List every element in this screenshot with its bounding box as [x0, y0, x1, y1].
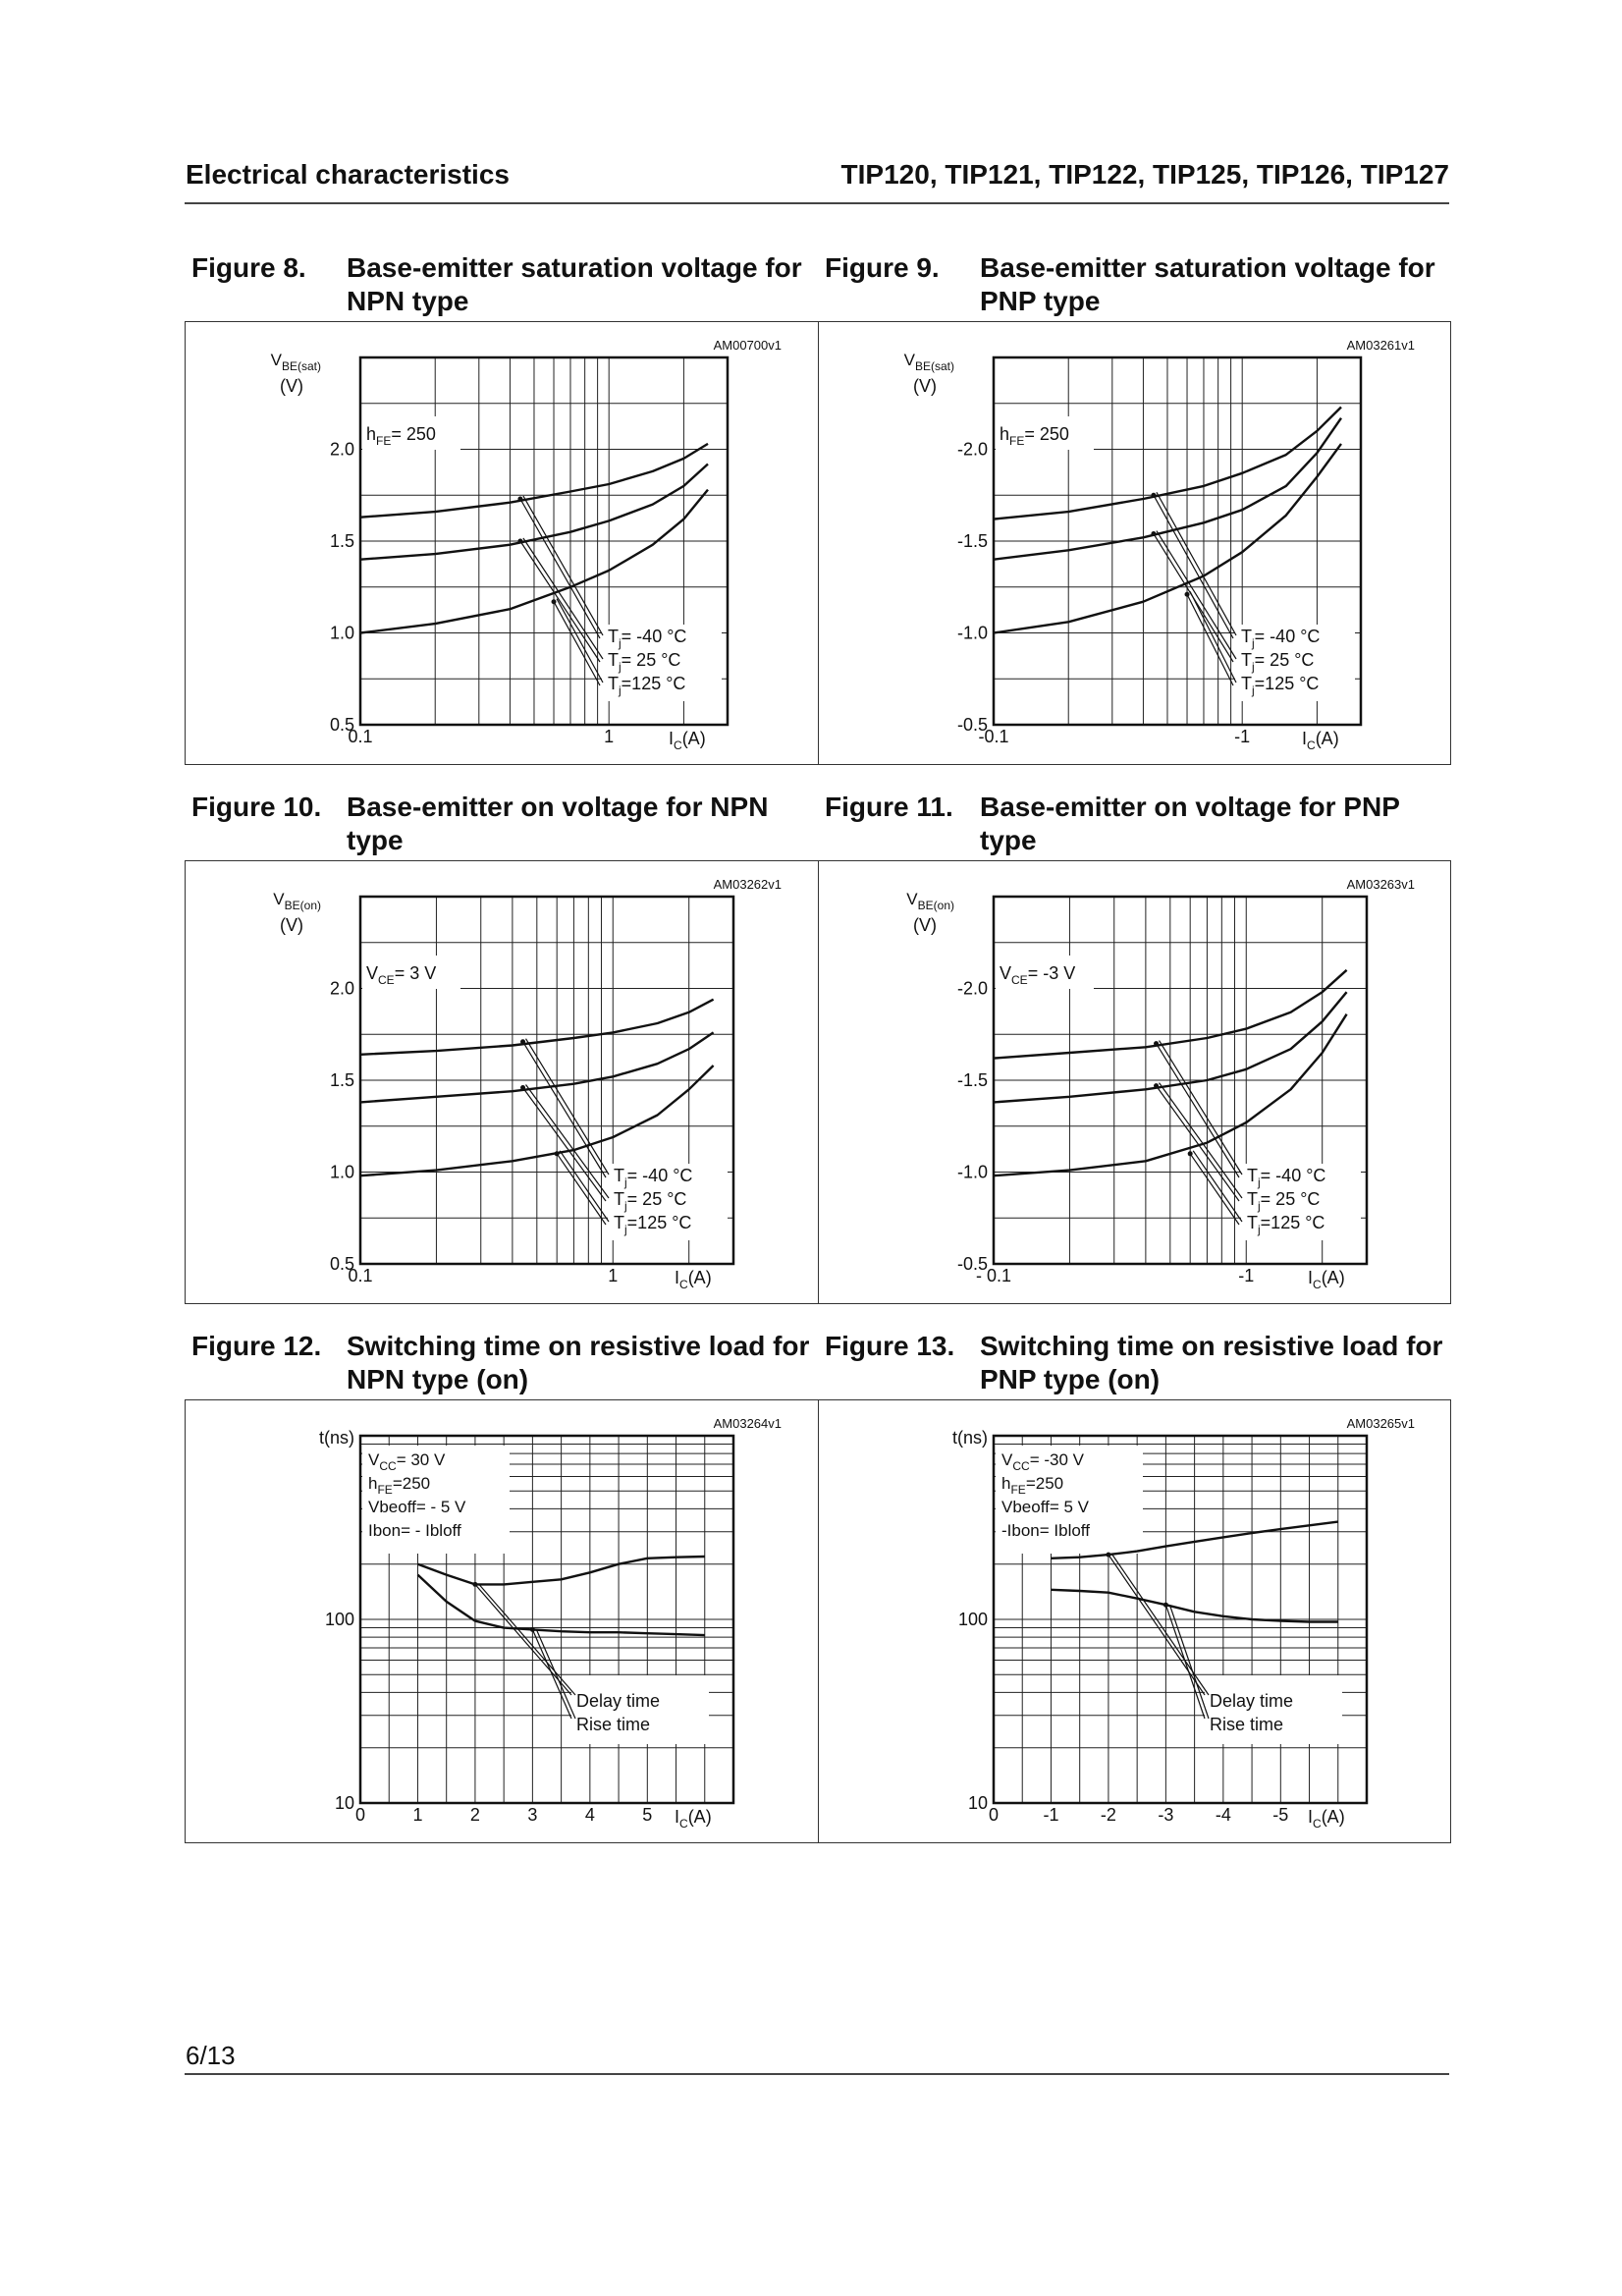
leader-arrowhead [555, 1151, 560, 1156]
y-axis-unit: (V) [913, 915, 937, 935]
legend-label: Delay time [576, 1691, 661, 1711]
figure-number: Figure 11. [825, 792, 953, 822]
chart-figure-11 [819, 861, 1452, 1305]
figure-title: Switching time on resistive load for PNP type (on) [980, 1331, 1443, 1394]
y-tick-label: 2.0 [329, 978, 354, 999]
y-axis-label: $V_{BE(on)}$ [273, 890, 321, 912]
legend-label: $T_j= -40$ °C [614, 1166, 693, 1189]
y-axis-unit: (V) [280, 376, 303, 396]
param-label: $h_{FE}= 250$ [366, 424, 436, 448]
condition-label: $V_{CC}= -30$ V [1001, 1450, 1084, 1473]
figure-number: Figure 9. [825, 252, 940, 283]
legend-label: $T_j=125$ °C [614, 1213, 692, 1236]
legend-label: $T_j= 25$ °C [1247, 1189, 1321, 1213]
y-tick-label: 0.5 [329, 1254, 354, 1274]
y-tick-label: 1.0 [329, 1162, 354, 1182]
leader-line [1169, 1605, 1209, 1719]
figure-frame [185, 860, 819, 1304]
x-tick-label: - 0.1 [975, 1266, 1012, 1285]
figure-caption [191, 1330, 820, 1398]
x-tick-label: 5 [642, 1805, 653, 1825]
y-tick-label: -1.5 [956, 531, 988, 551]
y-tick-label: 2.0 [329, 439, 354, 460]
footer-rule [185, 2073, 1449, 2075]
y-axis-unit: (V) [280, 915, 303, 935]
y-tick-label: -0.5 [956, 1254, 988, 1274]
legend-label: $T_j= 25$ °C [1241, 650, 1315, 674]
legend-label: $T_j= -40$ °C [608, 627, 687, 650]
chart-id: AM03262v1 [713, 877, 782, 892]
leader-arrowhead [552, 599, 557, 604]
figure-title: Base-emitter saturation voltage for NPN type [347, 252, 802, 316]
chart-figure-10 [186, 861, 820, 1305]
figure-frame [818, 1399, 1451, 1843]
leader-line [523, 496, 603, 635]
leader-line [557, 599, 603, 683]
leader-line [536, 1629, 575, 1719]
figure-number: Figure 10. [191, 792, 322, 822]
figure-frame [818, 321, 1451, 765]
leader-line [532, 1629, 571, 1719]
y-tick-label: 1.0 [329, 623, 354, 643]
legend-label: $T_j=125$ °C [608, 674, 686, 697]
condition-label: $V_{CC}= 30$ V [368, 1450, 446, 1473]
x-axis-label: $I_C(A)$ [1308, 1268, 1345, 1291]
x-tick-label: 1 [608, 1266, 619, 1285]
legend-label: Rise time [576, 1715, 651, 1734]
chart-id: AM00700v1 [713, 338, 782, 353]
leader-line [523, 538, 603, 659]
y-axis-label: $V_{BE(on)}$ [906, 890, 954, 912]
leader-arrowhead [1154, 1041, 1159, 1046]
leader-line [1165, 1605, 1205, 1719]
condition-label: $h_{FE}=250$ [368, 1474, 431, 1497]
leader-arrowhead [520, 1085, 525, 1090]
figure-number: Figure 8. [191, 252, 306, 283]
leader-arrowhead [517, 539, 522, 544]
x-axis-label: $I_C(A)$ [1302, 729, 1339, 752]
legend-label: $T_j= -40$ °C [1241, 627, 1321, 650]
leader-line [526, 1039, 609, 1175]
y-tick-label: 1.5 [329, 531, 354, 551]
condition-label: Vbeoff= - 5 V [368, 1498, 466, 1516]
x-tick-label: 0.1 [348, 1266, 373, 1285]
leader-arrowhead [1185, 592, 1190, 597]
x-axis-label: $I_C(A)$ [669, 729, 706, 752]
figure-caption [825, 791, 1453, 859]
leader-line [520, 499, 600, 638]
leader-arrowhead [1163, 1603, 1168, 1608]
chart-figure-8 [186, 322, 820, 766]
leader-line [1108, 1555, 1205, 1695]
x-tick-label: 3 [527, 1805, 538, 1825]
param-label: $V_{CE}= -3$ V [1000, 963, 1076, 987]
leader-line [1190, 1154, 1239, 1225]
figure-frame [185, 321, 819, 765]
condition-label: -Ibon= Ibloff [1001, 1521, 1090, 1540]
chart-id: AM03261v1 [1346, 338, 1415, 353]
figure-caption [191, 791, 820, 859]
y-tick-label: 10 [967, 1793, 988, 1813]
figure-caption [825, 251, 1453, 320]
section-title: Electrical characteristics [186, 159, 510, 190]
x-axis-label: $I_C(A)$ [675, 1807, 712, 1831]
chart-figure-9 [819, 322, 1452, 766]
y-tick-label: 1.5 [329, 1070, 354, 1090]
legend-label: Delay time [1210, 1691, 1294, 1711]
x-tick-label: 0 [988, 1805, 1000, 1825]
y-tick-label: 0.5 [329, 715, 354, 735]
x-axis-label: $I_C(A)$ [1308, 1807, 1345, 1831]
x-tick-label: 4 [584, 1805, 595, 1825]
leader-line [475, 1584, 571, 1695]
figure-number: Figure 13. [825, 1331, 955, 1361]
leader-arrowhead [530, 1627, 535, 1632]
x-tick-label: -1 [1043, 1805, 1059, 1825]
condition-label: Ibon= - Ibloff [368, 1521, 461, 1540]
x-tick-label: -5 [1272, 1805, 1289, 1825]
x-tick-label: -3 [1158, 1805, 1174, 1825]
legend-label: $T_j= 25$ °C [608, 650, 681, 674]
figure-number: Figure 12. [191, 1331, 322, 1361]
y-tick-label: 10 [334, 1793, 354, 1813]
figure-title: Base-emitter saturation voltage for PNP type [980, 252, 1435, 316]
x-tick-label: 1 [604, 727, 615, 746]
x-tick-label: -1 [1238, 1266, 1255, 1285]
condition-label: Vbeoff= 5 V [1001, 1498, 1090, 1516]
leader-line [1160, 1083, 1242, 1198]
y-axis-label: t(ns) [952, 1428, 988, 1448]
leader-line [1187, 594, 1233, 685]
legend-label: $T_j=125$ °C [1247, 1213, 1325, 1236]
figure-title: Base-emitter on voltage for NPN type [347, 792, 769, 855]
y-tick-label: -1.0 [956, 1162, 988, 1182]
x-tick-label: 0.1 [348, 727, 373, 746]
x-tick-label: -1 [1234, 727, 1251, 746]
figure-caption [191, 251, 820, 320]
y-tick-label: -2.0 [956, 978, 988, 999]
x-tick-label: -2 [1100, 1805, 1116, 1825]
x-tick-label: -4 [1215, 1805, 1231, 1825]
leader-arrowhead [1151, 493, 1156, 498]
leader-line [1157, 531, 1236, 659]
chart-id: AM03263v1 [1346, 877, 1415, 892]
param-label: $V_{CE}= 3$ V [366, 963, 437, 987]
leader-line [1190, 591, 1236, 683]
figure-frame [185, 1399, 819, 1843]
leader-arrowhead [517, 496, 522, 501]
part-numbers: TIP120, TIP121, TIP122, TIP125, TIP126, TIP127 [840, 159, 1449, 190]
x-axis-label: $I_C(A)$ [675, 1268, 712, 1291]
figure-title: Base-emitter on voltage for PNP type [980, 792, 1400, 855]
y-tick-label: 100 [324, 1610, 354, 1629]
leader-arrowhead [520, 1039, 525, 1044]
legend-label: $T_j=125$ °C [1241, 674, 1320, 697]
figure-frame [818, 860, 1451, 1304]
figure-title: Switching time on resistive load for NPN type (on) [347, 1331, 810, 1394]
param-label: $h_{FE}= 250$ [1000, 424, 1069, 448]
leader-arrowhead [1151, 531, 1156, 536]
leader-arrowhead [1154, 1083, 1159, 1088]
y-axis-label: $V_{BE(sat)}$ [903, 351, 954, 373]
legend-label: $T_j= 25$ °C [614, 1189, 687, 1213]
x-tick-label: 2 [469, 1805, 480, 1825]
leader-line [526, 1084, 609, 1198]
y-tick-label: 100 [957, 1610, 988, 1629]
chart-figure-12 [186, 1400, 820, 1844]
y-tick-label: -1.5 [956, 1070, 988, 1090]
chart-id: AM03264v1 [713, 1416, 782, 1431]
leader-arrowhead [472, 1582, 477, 1587]
x-tick-label: -0.1 [978, 727, 1009, 746]
x-tick-label: 1 [412, 1805, 423, 1825]
page-number: 6/13 [186, 2041, 236, 2070]
y-axis-unit: (V) [913, 376, 937, 396]
header-rule [185, 202, 1449, 204]
chart-id: AM03265v1 [1346, 1416, 1415, 1431]
legend-label: Rise time [1210, 1715, 1284, 1734]
y-tick-label: -0.5 [956, 715, 988, 735]
condition-label: $h_{FE}=250$ [1001, 1474, 1064, 1497]
y-tick-label: -2.0 [956, 439, 988, 460]
leader-arrowhead [1106, 1553, 1110, 1558]
chart-figure-13 [819, 1400, 1452, 1844]
x-tick-label: 0 [354, 1805, 366, 1825]
y-axis-label: $V_{BE(sat)}$ [270, 351, 321, 373]
leader-arrowhead [1188, 1151, 1193, 1156]
y-tick-label: -1.0 [956, 623, 988, 643]
legend-label: $T_j= -40$ °C [1247, 1166, 1326, 1189]
figure-caption [825, 1330, 1453, 1398]
y-axis-label: t(ns) [319, 1428, 354, 1448]
